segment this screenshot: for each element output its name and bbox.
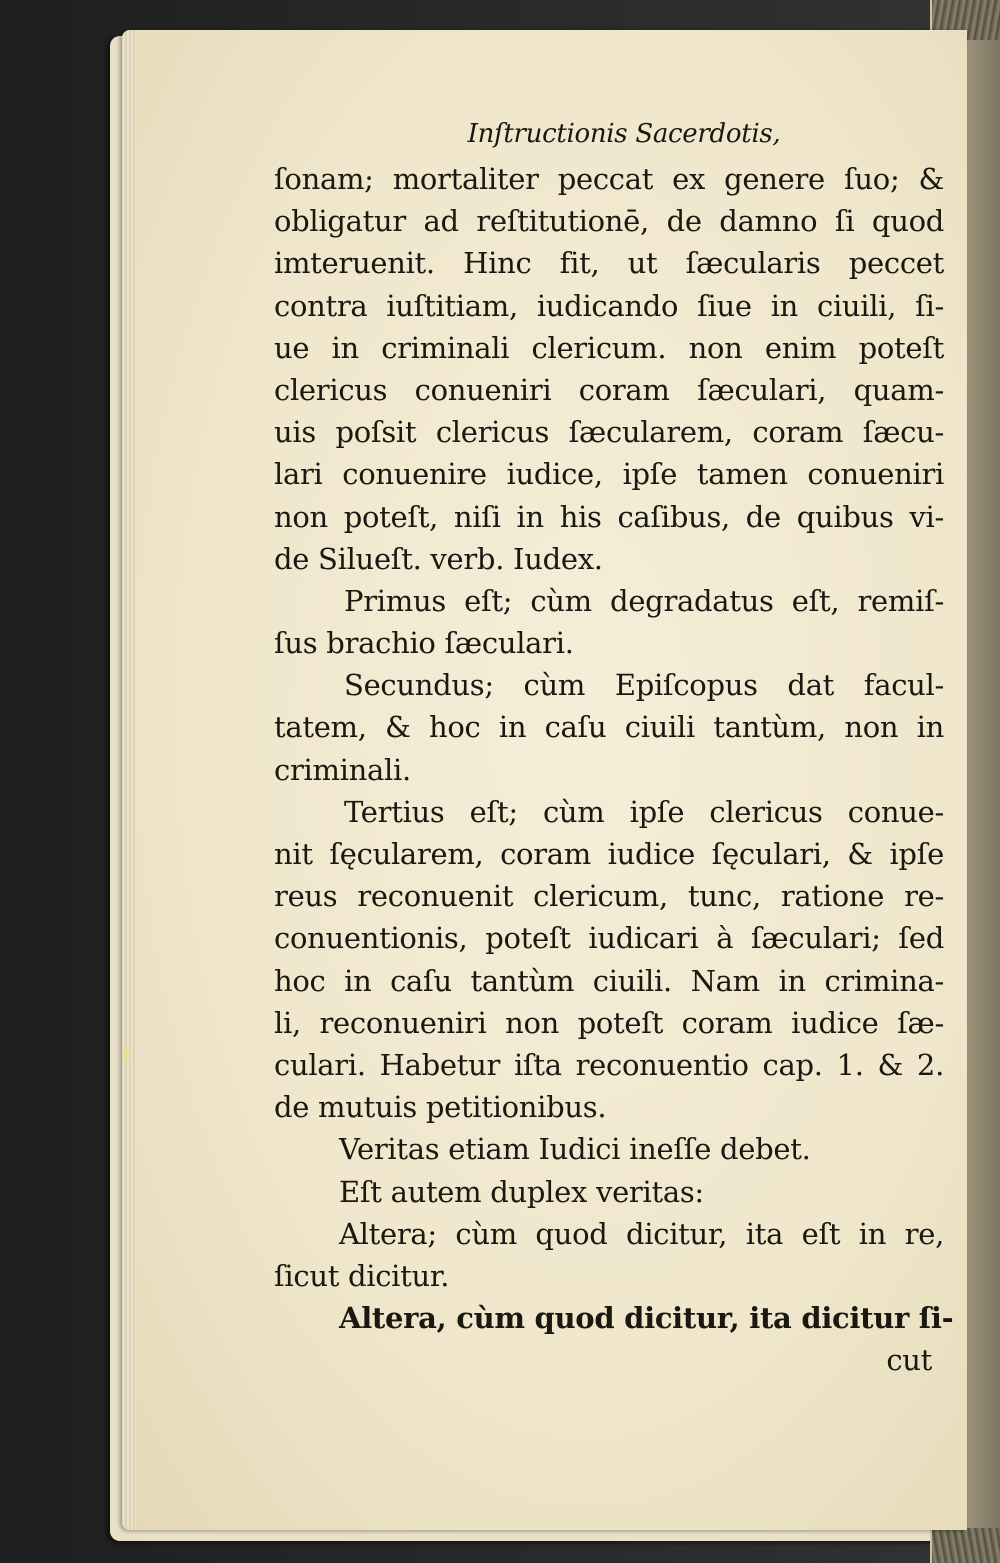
text-line: contra iuſtitiam, iudicando ſiue in ciuili, ſi- <box>274 288 944 323</box>
text-line: Eſt autem duplex veritas: <box>339 1174 704 1209</box>
text-line: Tertius eſt; cùm ipſe clericus conue- <box>344 794 944 829</box>
text-line: obligatur ad reſtitutionē, de damno ſi quod <box>274 204 944 239</box>
text-line: uis poſsit clericus ſæcularem, coram ſæcu- <box>274 415 944 450</box>
text-line: Primus eſt; cùm degradatus eſt, remiſ- <box>344 583 944 618</box>
binding-tailband <box>932 1528 1000 1563</box>
catchword: cut <box>886 1343 932 1378</box>
page-text <box>274 110 954 1381</box>
text-line: Altera; cùm quod dicitur, ita eſt in re, <box>339 1216 944 1251</box>
text-line: clericus conueniri coram ſæculari, quam- <box>274 372 944 407</box>
text-line: Secundus; cùm Epiſcopus dat facul- <box>344 668 944 703</box>
text-line: ue in criminali clericum. non enim poteſt <box>274 330 944 365</box>
text-line: imteruenit. Hinc fit, ut ſæcularis peccet <box>274 246 944 281</box>
text-line: conuentionis, poteſt iudicari à ſæculari; ſed <box>274 921 944 956</box>
text-line: de Silueſt. verb. Iudex. <box>274 541 603 576</box>
text-line: nit ſęcularem, coram iudice ſęculari, & ipſe <box>274 837 944 871</box>
text-line: reus reconuenit clericum, tunc, ratione re- <box>274 879 944 914</box>
page-fore-edge <box>122 30 136 1530</box>
text-line: tatem, & hoc in caſu ciuili tantùm, non in <box>274 710 944 745</box>
text-line: Veritas etiam Iudici ineſſe debet. <box>339 1132 811 1167</box>
text-line: li, reconueniri non poteſt coram iudice ſæ- <box>274 1005 944 1040</box>
text-line: hoc in caſu tantùm ciuili. Nam in crimina- <box>274 963 944 998</box>
text-line: culari. Habetur iſta reconuentio cap. 1. & 2. <box>274 1047 944 1082</box>
text-line: ſonam; mortaliter peccat ex genere ſuo; & <box>274 162 944 196</box>
text-line: lari conuenire iudice, ipſe tamen conueniri <box>274 457 944 492</box>
text-line: ſicut dicitur. <box>274 1258 450 1293</box>
paper-stain <box>124 1048 130 1060</box>
text-line: non poteſt, niſi in his caſibus, de quibus vi- <box>274 499 944 534</box>
text-line: criminali. <box>274 752 411 787</box>
running-head: Inſtructionis Sacerdotis, <box>467 119 781 149</box>
text-line: ſus brachio ſæculari. <box>274 626 574 661</box>
text-line: de mutuis petitionibus. <box>274 1090 607 1125</box>
text-line: Altera, cùm quod dicitur, ita dicitur ſi- <box>339 1301 954 1336</box>
